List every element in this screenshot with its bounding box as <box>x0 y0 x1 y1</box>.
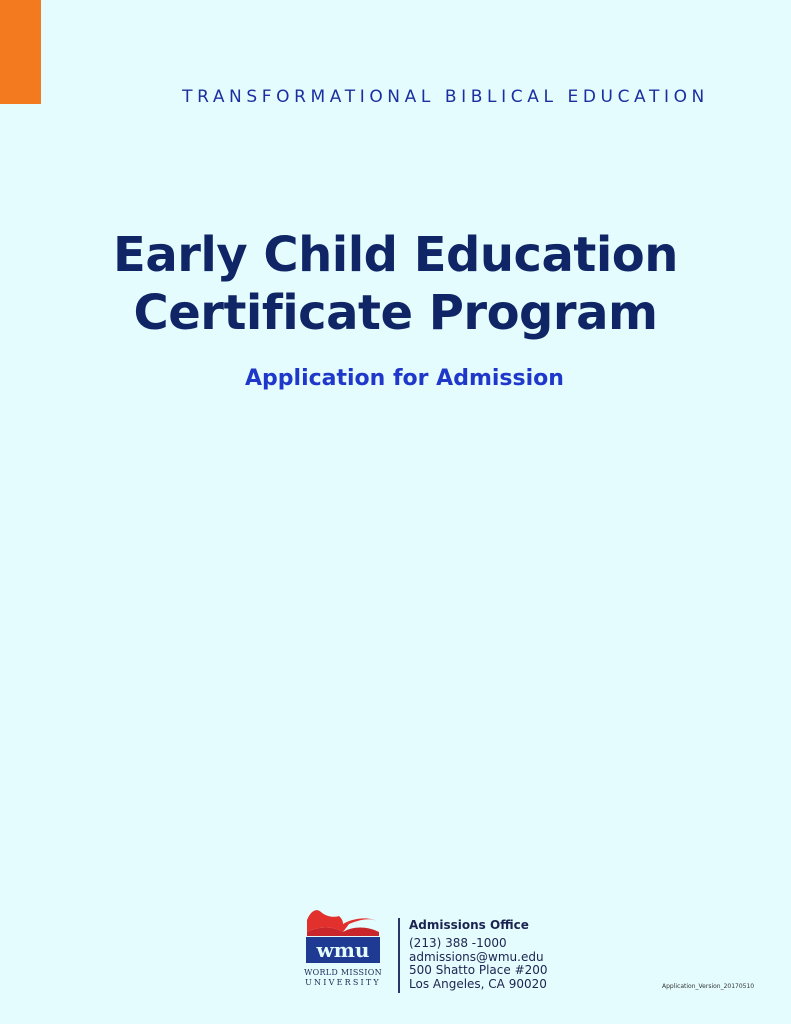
office-phone: (213) 388 -1000 <box>409 936 507 950</box>
tagline <box>0 87 791 107</box>
document-title <box>0 226 791 342</box>
office-address-line-2: Los Angeles, CA 90020 <box>409 976 547 991</box>
document-subtitle: Application for Admission <box>245 366 564 391</box>
footer-divider <box>398 918 400 993</box>
title-line-1: Early Child Education <box>113 227 678 283</box>
office-email: admissions@wmu.edu <box>409 949 544 964</box>
wmu-logo-icon <box>303 906 383 968</box>
footer <box>303 906 563 996</box>
title-line-2: Certificate Program <box>133 285 658 341</box>
version-label: Application_Version_20170510 <box>662 983 755 990</box>
logo-monogram: wmu <box>316 938 370 962</box>
office-contact <box>409 918 548 991</box>
logo-wordmark <box>303 968 383 988</box>
logo-line-2: UNIVERSITY <box>305 978 381 987</box>
office-address-line-1: 500 Shatto Place #200 <box>409 963 548 977</box>
wmu-logo <box>303 906 383 992</box>
office-name: Admissions Office <box>409 918 529 932</box>
tagline-text: TRANSFORMATIONAL BIBLICAL EDUCATION <box>182 87 709 107</box>
logo-line-1: WORLD MISSION <box>304 968 382 977</box>
